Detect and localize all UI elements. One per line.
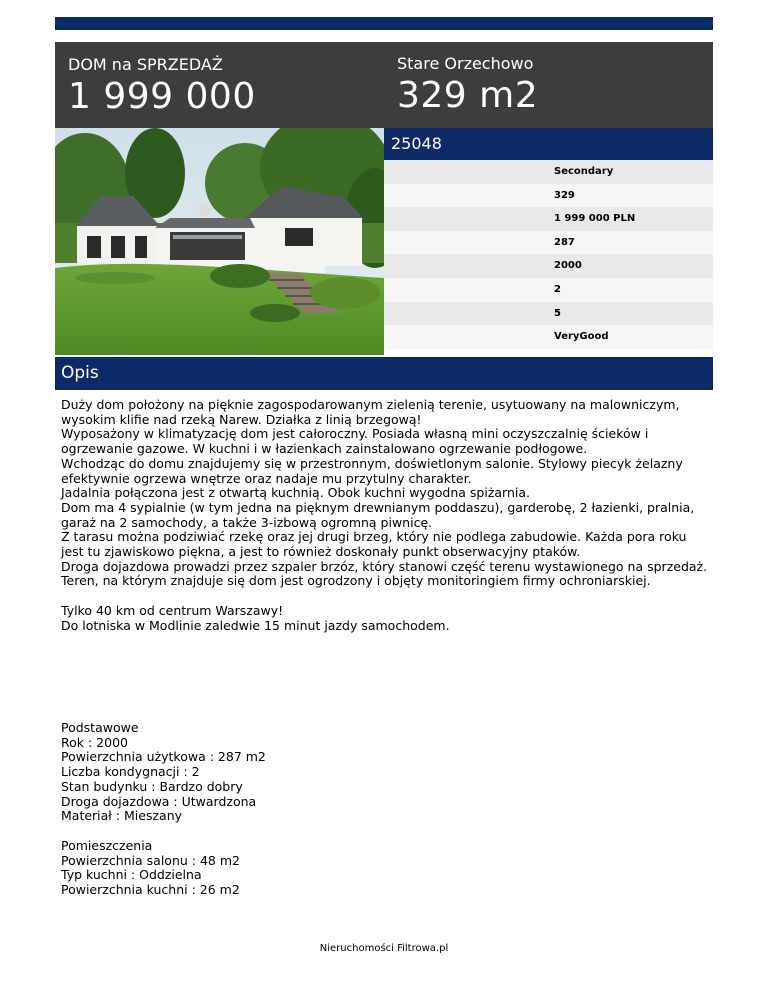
rooms-title: Pomieszczenia [61,838,153,853]
rooms-line: Typ kuchni : Oddzielna [61,867,202,883]
description-paragraph: Duży dom położony na pięknie zagospodarowanym zielenią terenie, usytuowany na malowniczym, wysokim klifie nad rzeką Narew. Działka z linią brzegową! [61,397,680,427]
footer-agency: Nieruchomości Filtrowa.pl [319,943,449,954]
listing-header [55,42,713,128]
basic-info-line: Materiał : Mieszany [61,808,183,824]
basic-info-line: Powierzchnia użytkowa : 287 m2 [61,749,266,765]
detail-row-usable-area: 287 [384,231,713,255]
detail-row-area: 329 [384,184,713,208]
basic-info-line: Stan budynku : Bardzo dobry [61,778,243,794]
details-table [384,160,713,349]
description-paragraph: Jadalnia połączona jest z otwartą kuchnią. Obok kuchni wygodna spiżarnia. [61,485,530,501]
detail-row-rooms: 5 [384,302,713,326]
listing-type-label: DOM na SPRZEDAŻ [68,55,223,74]
detail-row-condition: VeryGood [384,325,713,349]
description-heading-bar [55,357,713,390]
description-paragraph: Droga dojazdowa prowadzi przez szpaler brzóz, który stanowi część terenu wystawionego na sprzedaż. [61,558,708,574]
rooms-section [61,839,240,898]
listing-location: Stare Orzechowo [397,54,534,73]
description-paragraph: Wchodząc do domu znajdujemy się w przestronnym, doświetlonym salonie. Stylowy piecyk żelazny efektywnie ogrzewa wnętrze oraz nadaje mu przytulny charakter. [61,455,683,486]
paragraph-gap [61,589,709,604]
rooms-line: Powierzchnia salonu : 48 m2 [61,852,240,868]
detail-row-market: Secondary [384,160,713,184]
property-photo [55,128,384,355]
top-accent-bar [55,17,713,30]
listing-id-bar [384,128,713,160]
header-right [397,54,538,116]
description-paragraph: Tylko 40 km od centrum Warszawy! [61,602,284,618]
listing-price: 1 999 000 [68,76,256,117]
basic-info-line: Droga dojazdowa : Utwardzona [61,793,257,809]
rooms-line: Powierzchnia kuchni : 26 m2 [61,882,240,898]
detail-row-price: 1 999 000 PLN [384,207,713,231]
basic-info-title: Podstawowe [61,720,139,735]
listing-area: 329 m2 [397,75,539,116]
description-paragraph: Z tarasu można podziwiać rzekę oraz jej drugi brzeg, który nie podlega zabudowie. Każda pora roku jest tu zjawiskowo piękna, a jest to również doskonały punkt obserwacyjny ptaków. [61,529,687,560]
detail-row-year: 2000 [384,254,713,278]
basic-info-line: Rok : 2000 [61,734,128,750]
listing-id: 25048 [391,134,442,153]
header-left [68,55,256,117]
basic-info-line: Liczba kondygnacji : 2 [61,764,200,780]
description-paragraph: Do lotniska w Modlinie zaledwie 15 minut jazdy samochodem. [61,617,450,633]
description-paragraph: Wyposażony w klimatyzację dom jest całoroczny. Posiada własną mini oczyszczalnię ścieków i ogrzewanie gazowe. W kuchni i w łazienkach zainstalowano ogrzewanie podłogowe. [61,426,649,457]
description-heading: Opis [61,363,99,383]
description-paragraph: Dom ma 4 sypialnie (w tym jedna na pięknym drewnianym poddaszu), garderobę, 2 łazienki, pralnia, garaż na 2 samochody, a także 3-izbową ogromną piwnicę. [61,499,695,530]
description-body [61,398,709,633]
description-paragraph: Teren, na którym znajduje się dom jest ogrodzony i objęty monitoringiem firmy ochroniarskiej. [61,573,651,589]
basic-info-section [61,721,266,824]
detail-row-floors: 2 [384,278,713,302]
